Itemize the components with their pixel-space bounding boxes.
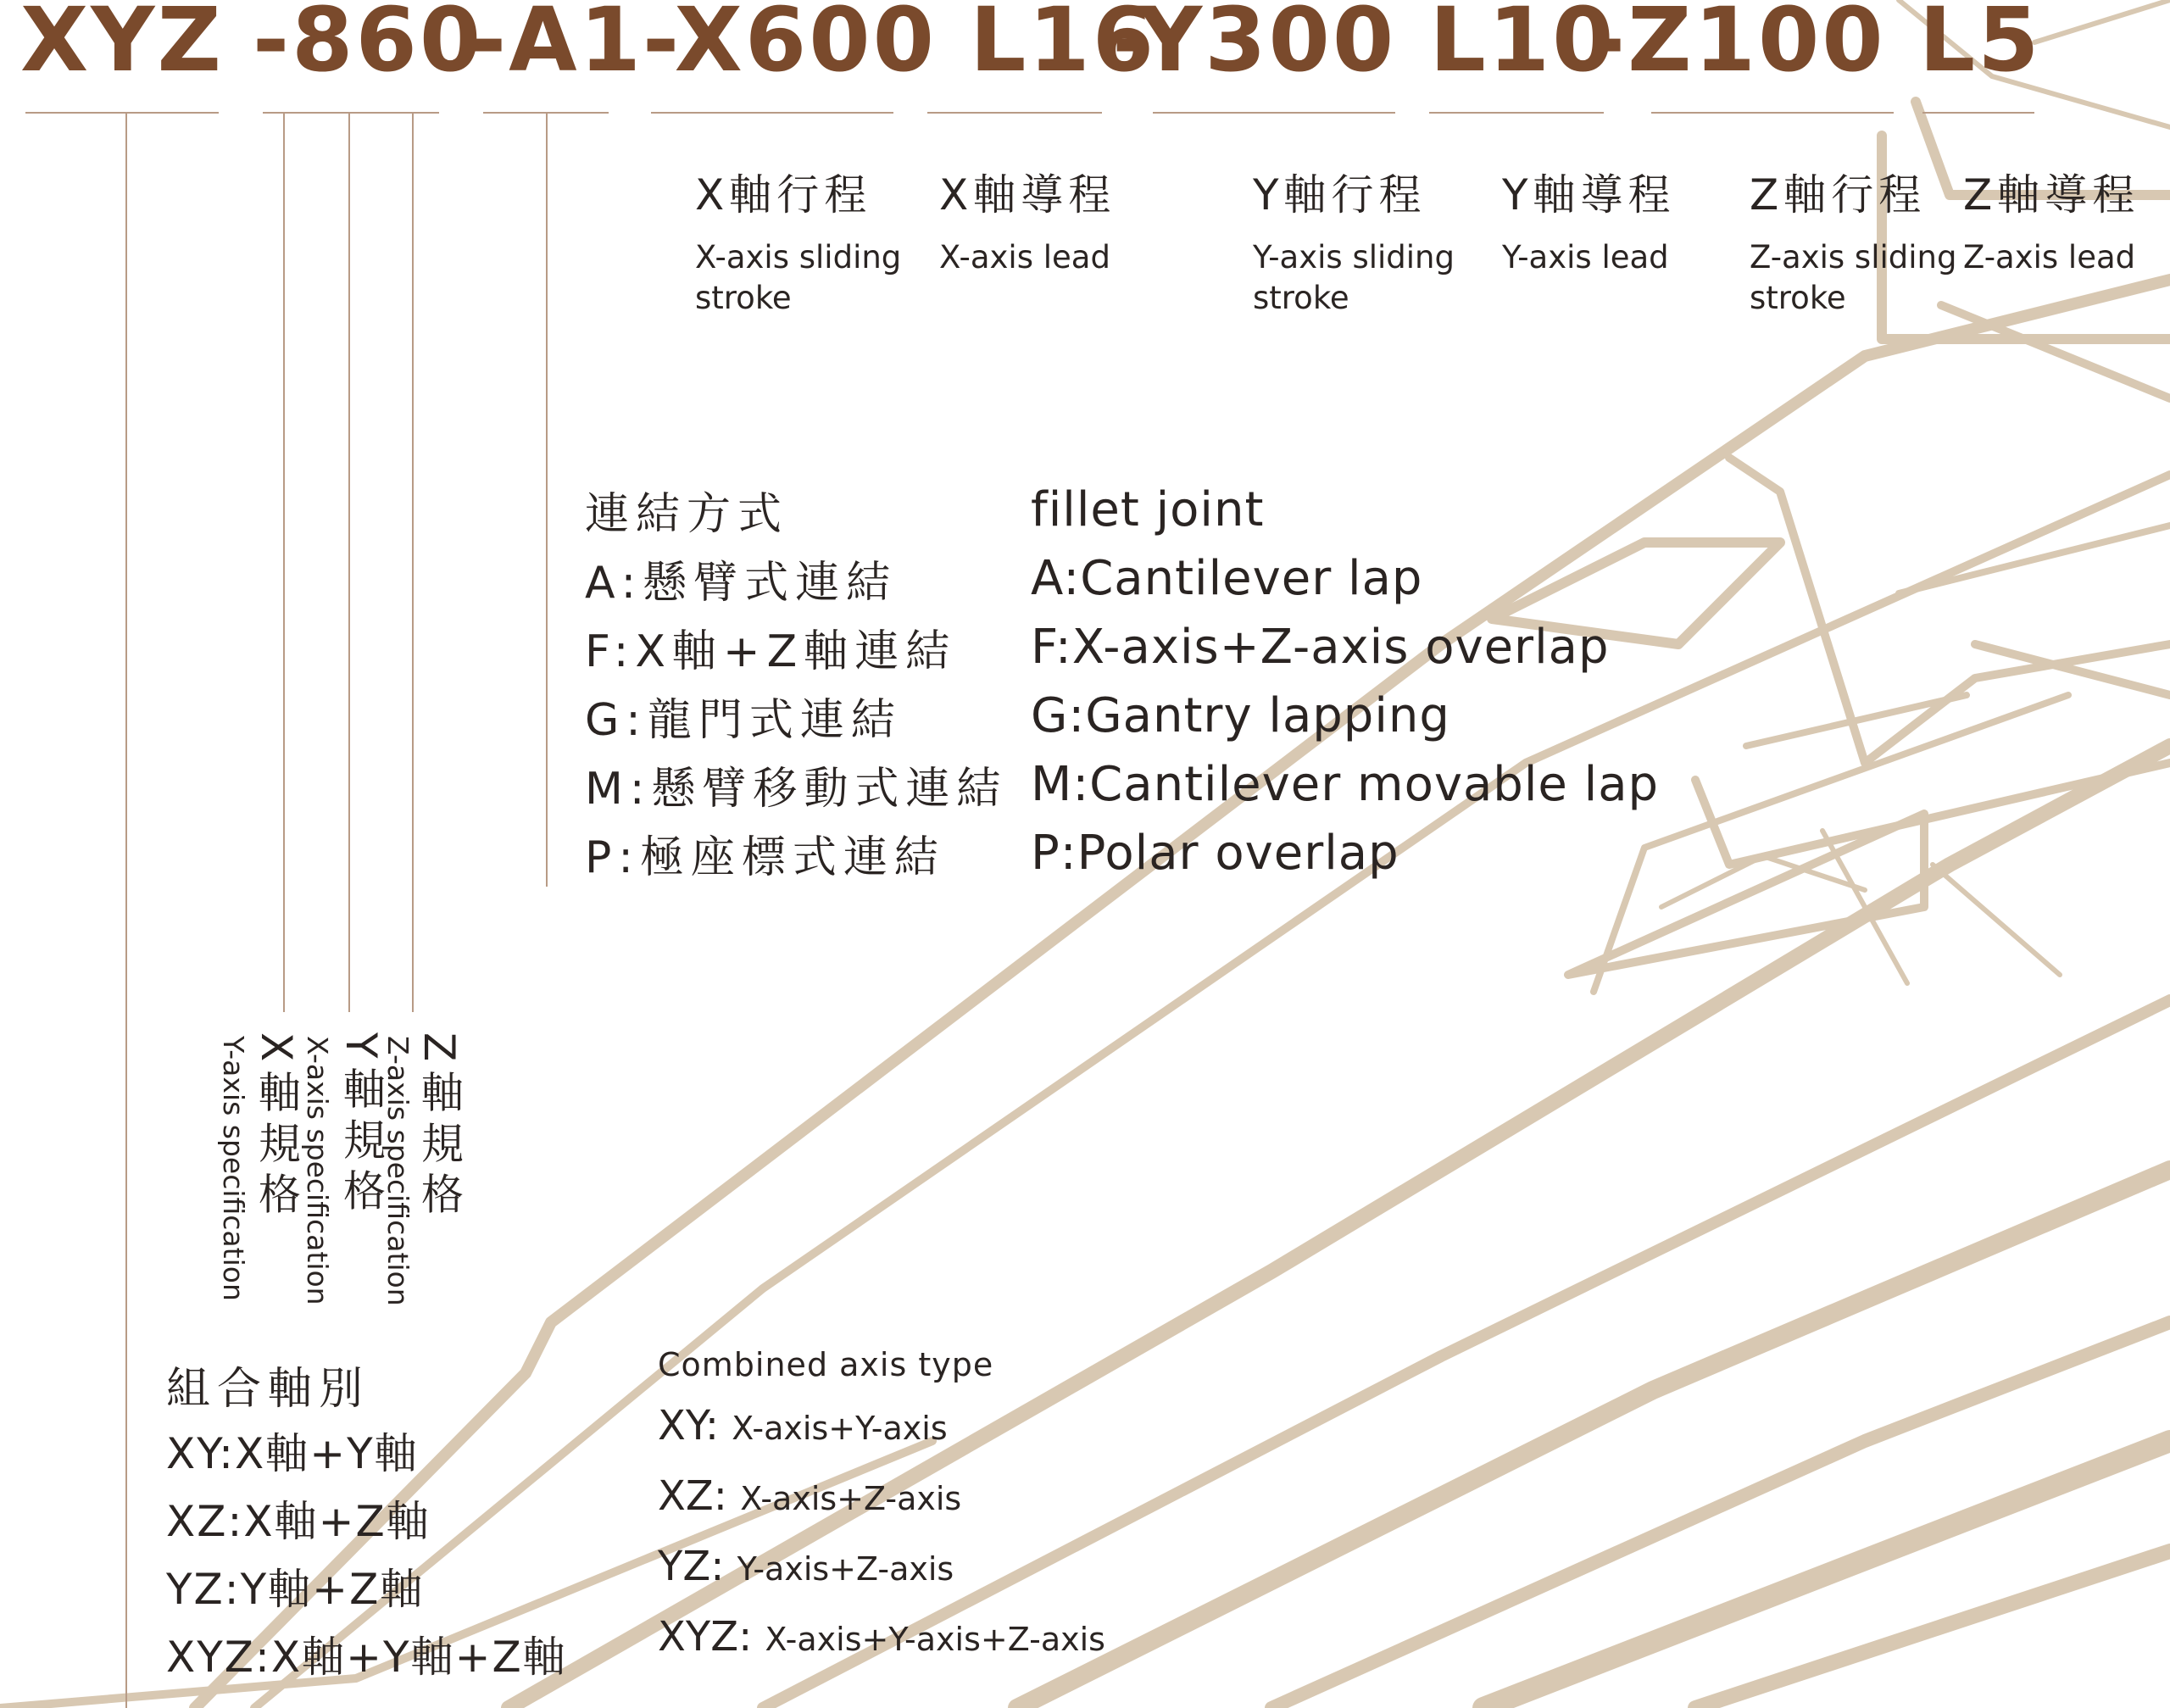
combined-desc-xz: X-axis+Z-axis [740,1480,962,1517]
joint-list-en [1031,476,1659,887]
combined-item-xz-en [658,1462,1105,1533]
code-size: -860 [253,0,484,92]
leader-z-spec [412,114,414,1012]
joint-item-f-en: F:X-axis+Z-axis overlap [1031,620,1610,675]
underline-y-stroke [1153,112,1395,114]
param-x-lead-en: X-axis lead [939,239,1110,275]
joint-title-zh: 連結方式 [585,489,789,540]
code-y-axis: -Y300 L10 [1112,0,1616,92]
leader-combined-axis [125,114,127,1708]
param-x-stroke [695,161,907,319]
underline-y-lead [1429,112,1604,114]
combined-item-xy-en [658,1392,1105,1462]
combined-item-xz-zh: XZ:X軸+Z軸 [166,1497,431,1546]
combined-desc-yz: Y-axis+Z-axis [737,1550,954,1588]
code-x-axis: -X600 L16 [643,0,1157,92]
spec-x-en: Y-axis specification [217,1036,250,1301]
joint-item-a-en: A:Cantilever lap [1031,551,1423,606]
combined-code-xyz: XYZ: [658,1613,753,1661]
spec-x-zh: X軸規格 [252,1032,301,1223]
param-y-lead-zh: Y軸導程 [1502,170,1676,220]
param-z-stroke-zh: Z軸行程 [1750,170,1927,220]
joint-item-f-zh: F:X軸+Z軸連結 [585,626,957,677]
joint-item-m-en: M:Cantilever movable lap [1031,757,1660,812]
leader-joint [546,114,548,887]
param-x-stroke-zh: X軸行程 [695,170,872,220]
combined-list-en [658,1346,1105,1673]
combined-list-zh [166,1353,567,1691]
joint-list-zh [585,481,1007,893]
combined-code-yz: YZ: [658,1543,725,1590]
combined-code-xz: XZ: [658,1472,727,1520]
joint-item-m-zh: M:懸臂移動式連結 [585,764,1008,815]
code-z-axis: -Z100 L5 [1589,0,2042,92]
combined-desc-xy: X-axis+Y-axis [732,1410,948,1447]
param-y-lead-en: Y-axis lead [1502,239,1669,275]
spec-z-en: Z-axis specification [381,1036,415,1306]
param-y-lead [1502,161,1676,278]
leader-y-spec [348,114,350,1012]
underline-x-lead [927,112,1102,114]
joint-item-g-en: G:Gantry lapping [1031,688,1450,743]
combined-item-yz-en [658,1533,1105,1603]
underline-z-lead [1922,112,2034,114]
code-joint: -A1 [470,0,644,92]
param-y-stroke-en: Y-axis sliding stroke [1253,239,1455,316]
param-z-stroke-en: Z-axis sliding stroke [1750,239,1957,316]
combined-item-xyz-en [658,1603,1105,1673]
spec-z-zh: Z軸規格 [415,1032,464,1223]
combined-code-xy: XY: [658,1402,719,1449]
param-z-stroke [1750,161,1961,319]
param-z-lead-en: Z-axis lead [1963,239,2136,275]
combined-title-zh: 組合軸別 [166,1364,370,1415]
joint-title-en: fillet joint [1031,482,1265,537]
joint-item-g-zh: G:龍門式連結 [585,695,902,746]
underline-series [25,112,219,114]
combined-item-xyz-zh: XYZ:X軸+Y軸+Z軸 [166,1633,567,1682]
spec-y-en: X-axis specification [301,1036,334,1305]
combined-title-en: Combined axis type [658,1346,994,1383]
underline-x-stroke [651,112,893,114]
param-x-lead [939,161,1116,278]
code-series: XYZ [20,0,224,92]
spec-y-zh: Y軸規格 [337,1032,386,1220]
combined-desc-xyz: X-axis+Y-axis+Z-axis [765,1621,1105,1658]
param-x-stroke-en: X-axis sliding stroke [695,239,902,316]
joint-item-a-zh: A:懸臂式連結 [585,558,898,609]
combined-item-yz-zh: YZ:Y軸+Z軸 [166,1565,425,1614]
combined-item-xy-zh: XY:X軸+Y軸 [166,1429,419,1478]
underline-z-stroke [1651,112,1894,114]
joint-item-p-zh: P:極座標式連結 [585,832,945,883]
param-z-lead [1963,161,2139,278]
param-y-stroke-zh: Y軸行程 [1253,170,1427,220]
param-y-stroke [1253,161,1465,319]
param-z-lead-zh: Z軸導程 [1963,170,2140,220]
param-x-lead-zh: X軸導程 [939,170,1116,220]
joint-item-p-en: P:Polar overlap [1031,826,1399,881]
leader-x-spec [283,114,285,1012]
